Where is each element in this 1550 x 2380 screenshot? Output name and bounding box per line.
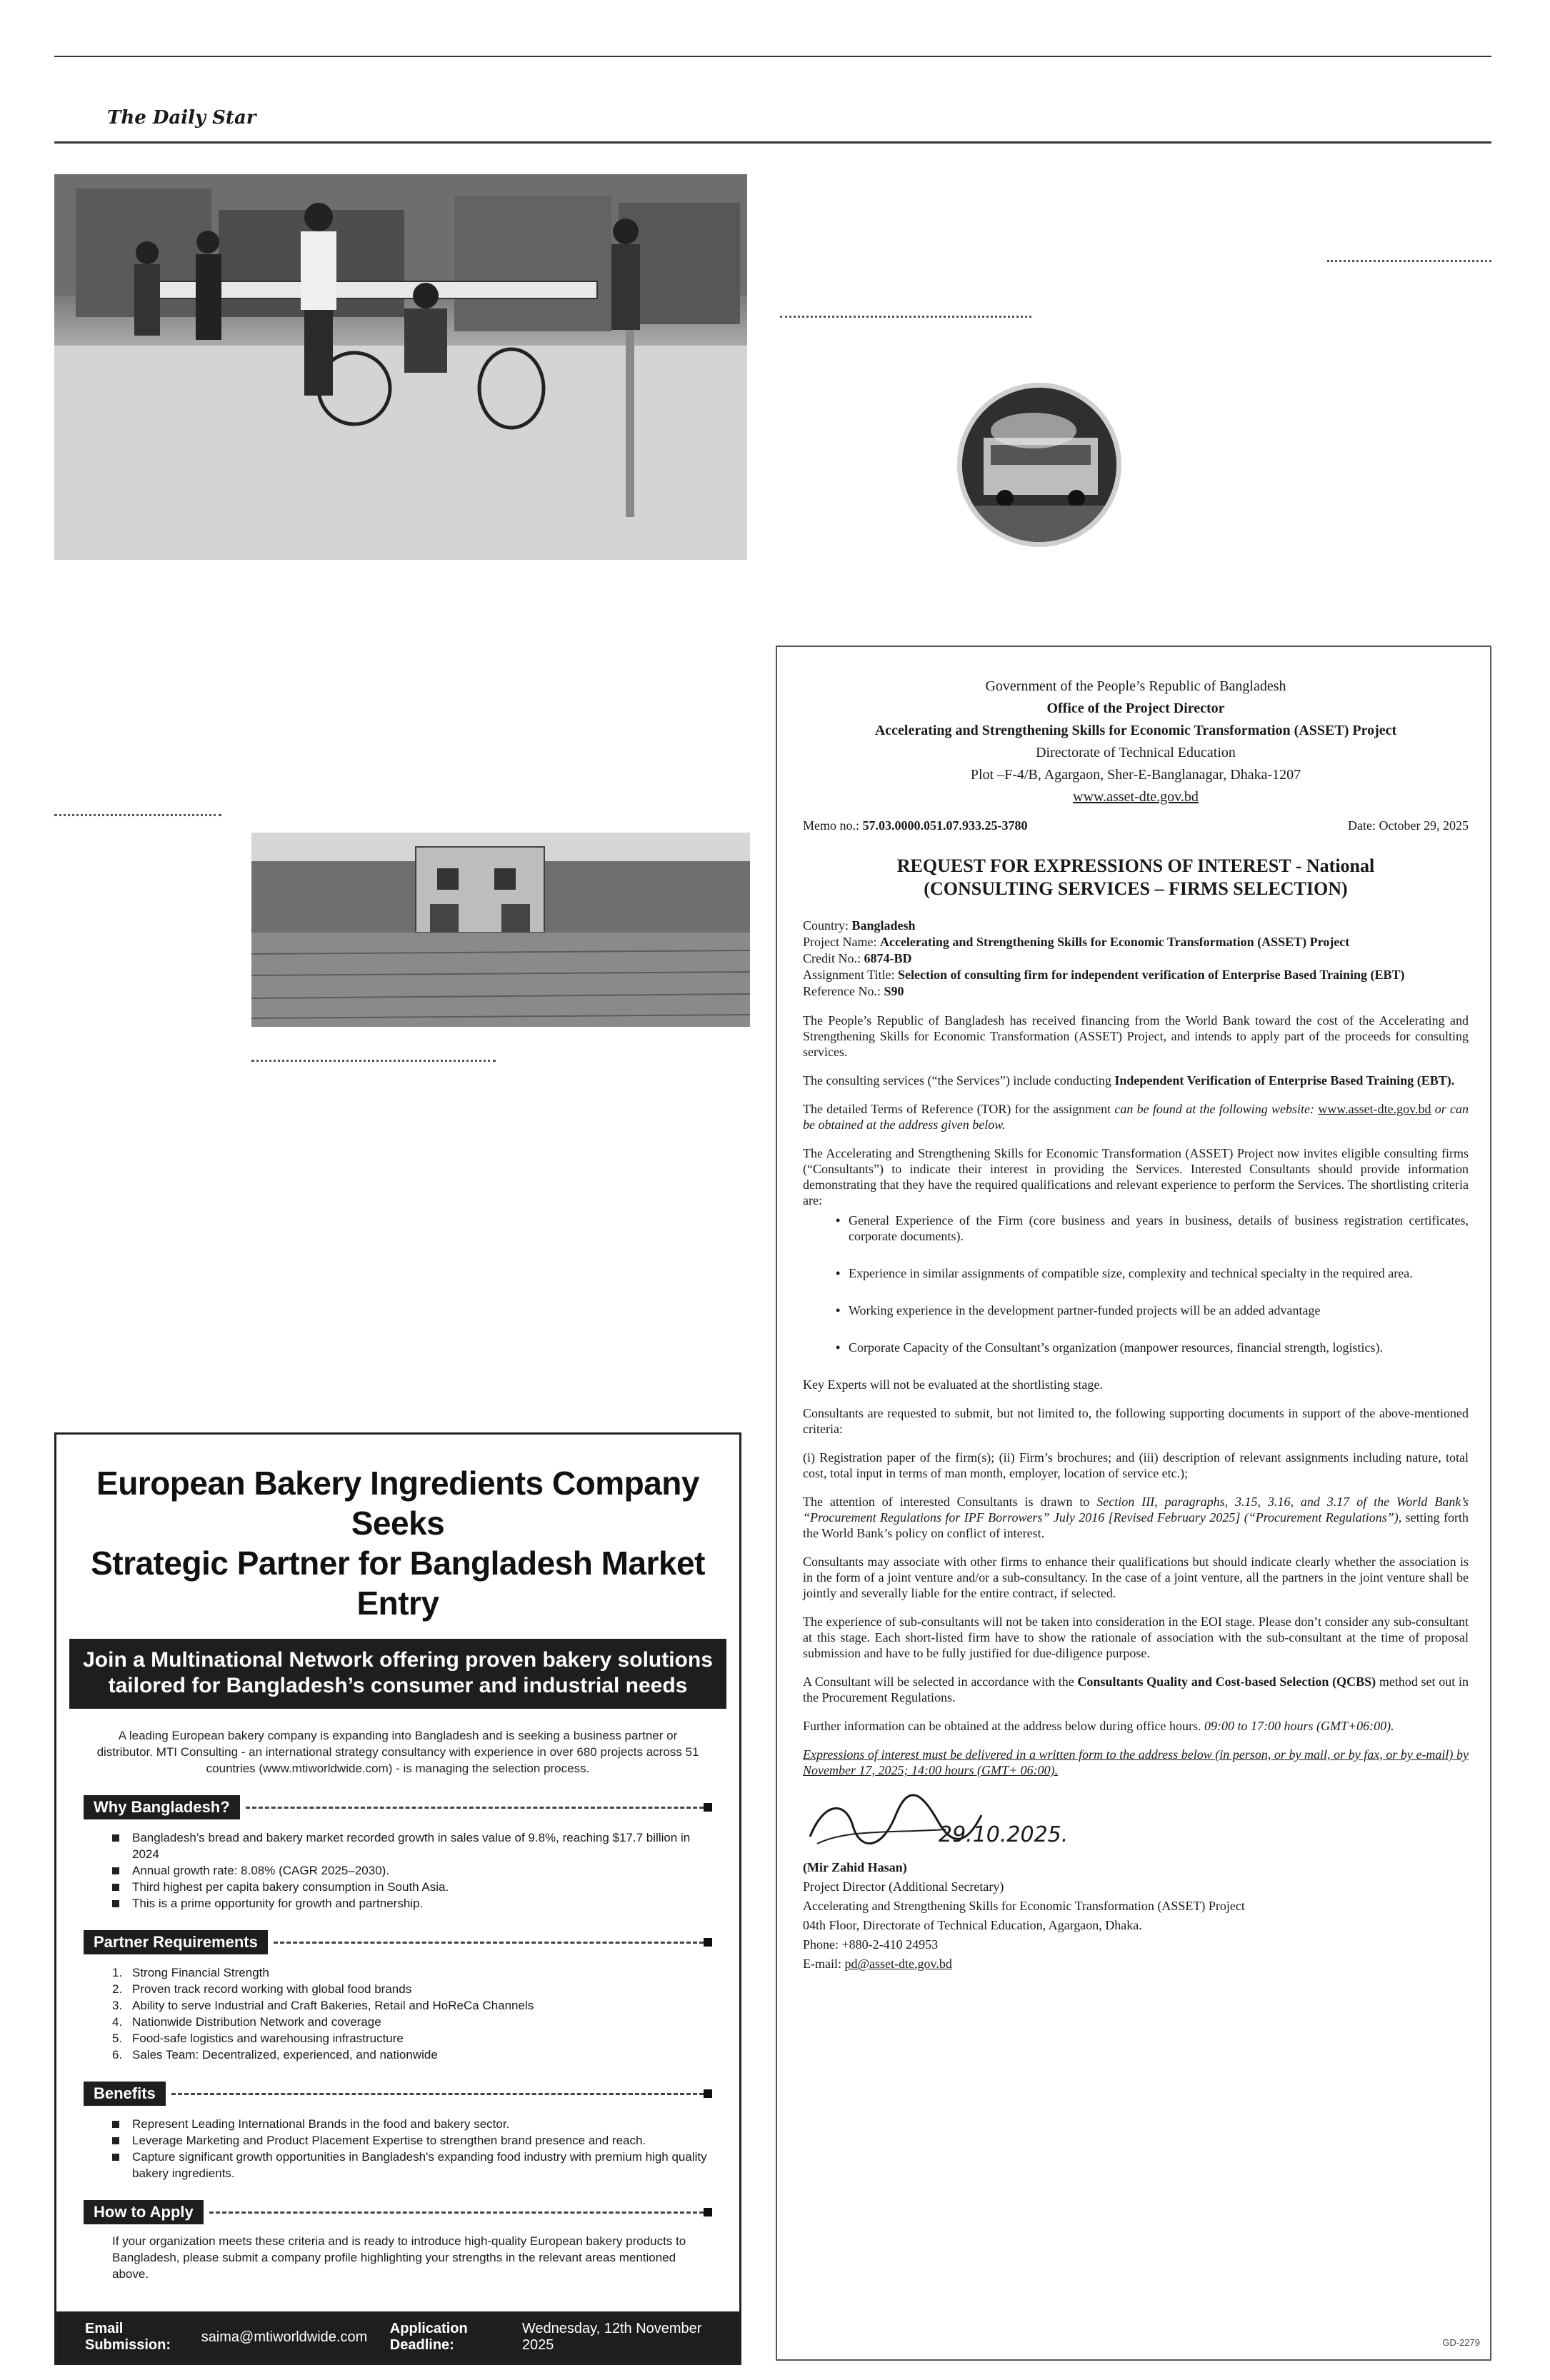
dotted-rule (1327, 260, 1491, 262)
list-item: This is a prime opportunity for growth and partnership. (112, 1895, 712, 1912)
list-text: Nationwide Distribution Network and coverage (132, 2015, 381, 2029)
signatory-title: Project Director (Additional Secretary) (803, 1879, 1004, 1894)
email-label: Email Submission: (85, 2321, 171, 2353)
memo-date: Date: October 29, 2025 (1348, 818, 1469, 833)
detail-value: S90 (884, 984, 904, 998)
list-item (112, 2014, 712, 2030)
text-run: The attention of interested Consultants is drawn to (803, 1495, 1097, 1509)
section-heading: Why Bangladesh? (84, 1795, 240, 1819)
deadline-paragraph: Expressions of interest must be delivered in a written form to the address below (in person, or by mail, or by fax, or by e-mail) by November 17, 2025; 14:00 hours (GMT+ 06:00). (803, 1747, 1469, 1777)
signatory-name: (Mir Zahid Hasan) (803, 1860, 907, 1874)
header-line: Government of the People’s Republic of Bangladesh (985, 678, 1286, 694)
paragraph (803, 1073, 1469, 1088)
memo-row (803, 818, 1469, 833)
text-run: The detailed Terms of Reference (TOR) for the assignment (803, 1102, 1115, 1116)
top-rule (54, 56, 1491, 57)
text-run-bold: Independent Verification of Enterprise Based Training (EBT). (1114, 1073, 1455, 1088)
signatory-address: 04th Floor, Directorate of Technical Education, Agargaon, Dhaka. (803, 1918, 1142, 1932)
text-run-italic: can be found at the following website: (1114, 1102, 1315, 1116)
signatory-project: Accelerating and Strengthening Skills for Economic Transformation (ASSET) Project (803, 1899, 1245, 1913)
detail-credit (803, 950, 1469, 967)
paragraph (803, 1674, 1469, 1705)
paragraph (803, 1101, 1469, 1133)
paragraph: The Accelerating and Strengthening Skills for Economic Transformation (ASSET) Project now invites eligible consulting firms (“Consultants”) to indicate their interest in providing the Services. Interested Consultants should provide information demonstrating that they have the required qualifications and relevant experience to perform the Services. The shortlisting criteria are: (803, 1146, 1469, 1207)
ad-code: GD-2279 (1442, 2337, 1480, 2348)
list-text: Proven track record working with global food brands (132, 1982, 412, 1996)
notice-header (803, 676, 1469, 808)
paragraph (803, 1494, 1469, 1541)
section-heading: How to Apply (84, 2200, 204, 2224)
list-item: • Experience in similar assignments of compatible size, complexity and technical specialty in the required area. (836, 1265, 1469, 1281)
header-line: Accelerating and Strengthening Skills for Economic Transformation (ASSET) Project (874, 723, 1397, 738)
list-item: • Corporate Capacity of the Consultant’s organization (manpower resources, financial strength, logistics). (836, 1340, 1469, 1355)
list-item: • General Experience of the Firm (core business and years in business, details of business registration certificates, corporate documents). (836, 1212, 1469, 1244)
list-number: 6. (112, 2048, 123, 2062)
text-run: The consulting services (“the Services”) include conducting (803, 1073, 1115, 1088)
text-run: Further information can be obtained at the address below during office hours. (803, 1719, 1205, 1733)
title-line: REQUEST FOR EXPRESSIONS OF INTEREST - National (896, 855, 1375, 876)
paragraph: (i) Registration paper of the firm(s); (ii) Firm’s brochures; and (iii) description of relevant assignments including nature, total cost, total input in terms of man month, employer, location of service etc.); (803, 1450, 1469, 1480)
project-details (803, 918, 1469, 1000)
paragraph: Consultants are requested to submit, but not limited to, the following supporting documents in support of the above-mentioned criteria: (803, 1406, 1469, 1436)
text-run: setting forth the World Bank’s policy on conflict of interest. (803, 1510, 1469, 1540)
section-dashed-line (209, 2211, 704, 2214)
list-item: Annual growth rate: 8.08% (CAGR 2025–2030). (112, 1862, 712, 1879)
list-text: Strong Financial Strength (132, 1966, 269, 1979)
house-field-photo (251, 833, 750, 1027)
signature-date: 29.10.2025. (939, 1822, 1069, 1847)
email-label: E-mail: (803, 1957, 845, 1971)
list-item (112, 1981, 712, 1997)
section-dashed-line (246, 1807, 704, 1809)
section-benefits (84, 2082, 712, 2106)
paragraph: The experience of sub-consultants will not be taken into consideration in the EOI stage. Please don’t consider any sub-consultant at this stage. Each short-listed firm have to show the rationale of association with the sub-consultant at the time of proposal submission and have to be fully justified for due-diligence purpose. (803, 1615, 1469, 1660)
apply-text: If your organization meets these criteria and is ready to introduce high-quality European bakery products to Bangladesh, please submit a company profile highlighting your strengths in the relevant areas mentioned above. (112, 2234, 686, 2281)
website-link[interactable]: www.asset-dte.gov.bd (1073, 789, 1199, 805)
signatory-email (803, 1954, 1469, 1974)
why-list (112, 1829, 712, 1912)
tor-website-link[interactable]: www.asset-dte.gov.bd (1318, 1102, 1431, 1116)
title-line: (CONSULTING SERVICES – FIRMS SELECTION) (924, 878, 1348, 899)
email-link[interactable]: pd@asset-dte.gov.bd (844, 1957, 952, 1971)
list-item: Bangladesh’s bread and bakery market recorded growth in sales value of 9.8%, reaching $17.7 billion in 2024 (112, 1829, 712, 1862)
detail-project (803, 934, 1469, 950)
detail-label: Country: (803, 918, 849, 933)
street-photo (54, 174, 747, 560)
band-line: tailored for Bangladesh’s consumer and industrial needs (108, 1674, 688, 1697)
detail-value: 6874-BD (864, 951, 912, 965)
section-how-to-apply (84, 2200, 712, 2224)
detail-reference (803, 983, 1469, 1000)
ad-subtitle-band (69, 1639, 726, 1709)
section-end-square (704, 1938, 712, 1947)
deadline-label: Application Deadline: (389, 2321, 468, 2353)
text-run: A Consultant will be selected in accordance with the (803, 1674, 1078, 1689)
detail-label: Credit No.: (803, 951, 861, 965)
section-end-square (704, 2089, 712, 2098)
dotted-rule (54, 814, 221, 816)
notice-title (803, 855, 1469, 900)
criteria-list (836, 1212, 1469, 1355)
detail-label: Project Name: (803, 935, 877, 949)
section-why-bangladesh (84, 1795, 712, 1819)
list-number: 1. (112, 1966, 123, 1979)
paragraph: Consultants may associate with other firms to enhance their qualifications but should indicate clearly whether the association is in the form of a joint venture and/or a sub-consultancy. In the case of a joint venture, all the partners in the joint venture shall be jointly and severally liable for the entire contract, if selected. (803, 1555, 1469, 1600)
list-item (112, 1964, 712, 1981)
detail-assignment (803, 967, 1469, 983)
ad-intro: A leading European bakery company is expanding into Bangladesh and is seeking a business partner or distributor. MTI Consulting - an international strategy consultancy with experience in over 680 projects across 51 countries (www.mtiworldwide.com) - is managing the selection process. (96, 1729, 699, 1775)
text-run-bold: Consultants Quality and Cost-based Selection (QCBS) (1077, 1674, 1376, 1689)
requirements-list (112, 1964, 712, 2063)
ad-title-line: European Bakery Ingredients Company Seeks (96, 1465, 699, 1542)
signature-block (803, 1794, 1469, 1858)
deadline-value: Wednesday, 12th November 2025 (521, 2321, 702, 2353)
list-item (112, 2047, 712, 2063)
section-dashed-line (171, 2093, 704, 2095)
list-number: 4. (112, 2015, 123, 2029)
memo-label: Memo no.: (803, 818, 859, 833)
detail-value: Selection of consulting firm for independent verification of Enterprise Based Training (EBT) (898, 968, 1405, 982)
list-item (112, 1997, 712, 2014)
header-line: Directorate of Technical Education (1036, 745, 1236, 760)
text-run-italic: 09:00 to 17:00 hours (GMT+06:00). (1204, 1719, 1394, 1733)
memo-value: 57.03.0000.051.07.933.25-3780 (862, 818, 1028, 833)
bakery-partner-ad (54, 1432, 741, 2365)
section-end-square (704, 1803, 712, 1812)
list-number: 3. (112, 1999, 123, 2012)
eoi-notice (776, 646, 1491, 2361)
section-heading: Benefits (84, 2082, 166, 2106)
section-dashed-line (274, 1942, 704, 1944)
ad-footer-bar (56, 2311, 739, 2363)
email-link[interactable]: saima@mtiworldwide.com (201, 2329, 368, 2345)
dotted-rule (251, 1060, 496, 1062)
signatory-phone: Phone: +880-2-410 24953 (803, 1937, 939, 1952)
list-number: 2. (112, 1982, 123, 1996)
detail-value: Accelerating and Strengthening Skills for Economic Transformation (ASSET) Project (879, 935, 1350, 949)
ad-title-line: Strategic Partner for Bangladesh Market Entry (91, 1545, 705, 1622)
section-heading: Partner Requirements (84, 1930, 268, 1954)
detail-label: Assignment Title: (803, 968, 895, 982)
inset-photo-bus (957, 383, 1121, 547)
text-run-italic: or can be obtained at the address given below. (803, 1102, 1469, 1132)
list-item: Capture significant growth opportunities in Bangladesh's expanding food industry with premium high quality bakery ingredients. (112, 2149, 712, 2181)
list-text: Food-safe logistics and warehousing infrastructure (132, 2032, 404, 2045)
header-line: Plot –F-4/B, Agargaon, Sher-E-Banglanagar, Dhaka-1207 (970, 767, 1301, 783)
header-line: Office of the Project Director (1046, 701, 1225, 716)
list-item: Third highest per capita bakery consumption in South Asia. (112, 1879, 712, 1895)
text-run-italic: Section III, paragraphs, 3.15, 3.16, and 3.17 of the World Bank’s “Procurement Regulations for IPF Borrowers” July 2016 [Revised February 2025] (“Procurement Regulations”), (803, 1495, 1469, 1525)
paragraph: The People’s Republic of Bangladesh has received financing from the World Bank toward the cost of the Accelerating and Strengthening Skills for Economic Transformation (ASSET) Project, and intends to apply part of the proceeds for consulting services. (803, 1013, 1469, 1059)
paragraph: Key Experts will not be evaluated at the shortlisting stage. (803, 1377, 1103, 1392)
section-end-square (704, 2208, 712, 2216)
list-item (112, 2030, 712, 2047)
masthead-logo: The Daily Star (107, 107, 256, 129)
masthead-rule (54, 141, 1491, 144)
memo-number (803, 818, 1028, 833)
paragraph (803, 1718, 1469, 1734)
detail-value: Bangladesh (851, 918, 916, 933)
list-text: Ability to serve Industrial and Craft Bakeries, Retail and HoReCa Channels (132, 1999, 534, 2012)
list-item: Leverage Marketing and Product Placement Expertise to strengthen brand presence and reach. (112, 2132, 712, 2149)
list-number: 5. (112, 2032, 123, 2045)
section-partner-requirements (84, 1930, 712, 1954)
ad-title (84, 1463, 712, 1623)
benefits-list (112, 2116, 712, 2181)
text-run: method set out in the Procurement Regulations. (803, 1674, 1469, 1704)
band-line: Join a Multinational Network offering proven bakery solutions (83, 1648, 713, 1672)
list-item: Represent Leading International Brands in the food and bakery sector. (112, 2116, 712, 2132)
list-text: Sales Team: Decentralized, experienced, and nationwide (132, 2048, 438, 2062)
list-item: • Working experience in the development partner-funded projects will be an added advantage (836, 1302, 1469, 1318)
signatory-details (803, 1858, 1469, 1974)
dotted-rule (780, 316, 1031, 318)
detail-label: Reference No.: (803, 984, 881, 998)
detail-country (803, 918, 1469, 934)
